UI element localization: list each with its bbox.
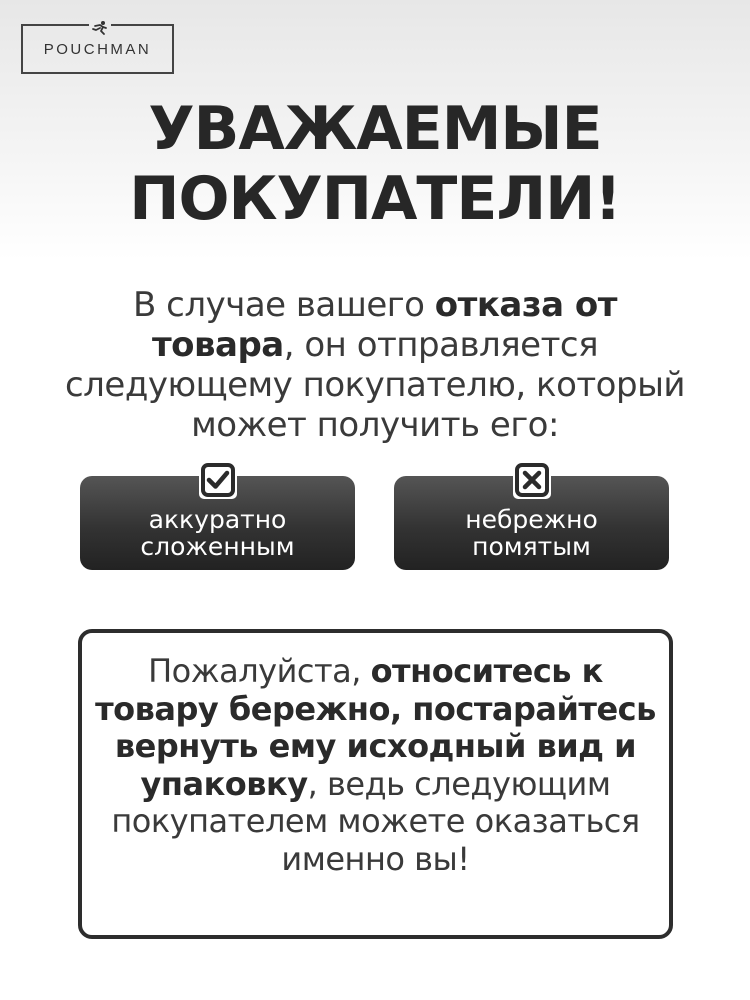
intro-text-part-1: В случае вашего [133,285,435,325]
running-figure-icon [89,20,111,36]
cross-icon [513,461,551,499]
brand-name: POUCHMAN [43,41,152,58]
option-carelessly-crumpled [394,476,669,570]
option-label-line-1: небрежно [465,505,598,534]
option-label [80,506,355,560]
option-label-line-2: помятым [472,532,591,561]
intro-text-bold: отказа от товара [151,285,617,365]
notice-text [92,653,659,878]
notice-text-part-1: Пожалуйста, [148,652,371,690]
option-label-line-1: аккуратно [148,505,287,534]
page-title [0,94,750,234]
option-neatly-folded [80,476,355,570]
brand-logo [21,24,174,74]
notice-box [78,629,673,939]
intro-text-part-2: , он отправляется следующему покупателю, который может получить его: [64,325,686,445]
notice-text-bold: относитесь к товару бережно, постарайтесь вернуть ему исходный вид и упаковку [95,652,656,803]
checkmark-icon [199,461,237,499]
page-title-line-1: УВАЖАЕМЫЕ [148,94,602,164]
option-label-line-2: сложенным [140,532,295,561]
page-title-line-2: ПОКУПАТЕЛИ! [129,164,621,234]
option-label [394,506,669,560]
intro-text [60,285,690,445]
notice-text-part-2: , ведь следующим покупателем можете оказаться именно вы! [111,764,640,878]
